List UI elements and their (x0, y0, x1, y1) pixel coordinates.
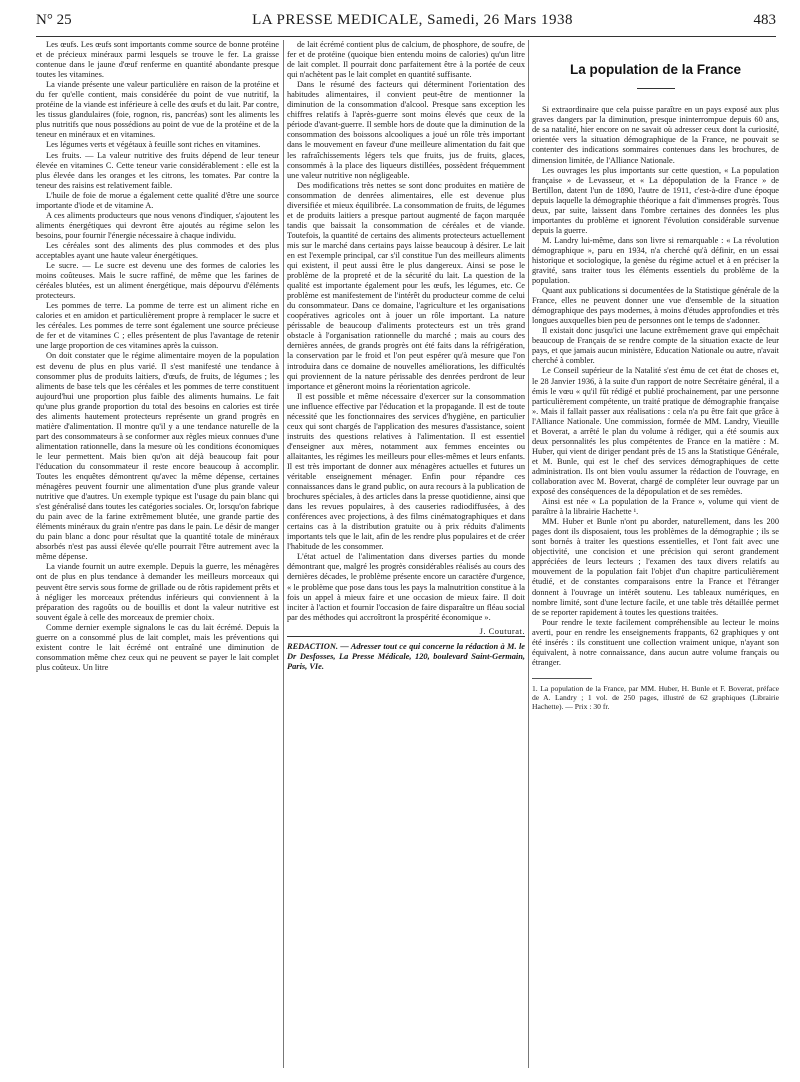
paragraph: M. Landry lui-même, dans son livre si remarquable : « La révolution démographique », paru en 1934, n'a cherché qu'à définir, en un essai historique et sociologique, la genèse du régime actuel et à en préciser la gravité, sans traiter tous les éléments essentiels du problème de la population. (532, 235, 779, 286)
paragraph: Pour rendre le texte facilement compréhensible au lecteur le moins averti, pour en rendre les enseignements frappants, 62 graphiques y ont été insérés : ils constituent une collection vraiment unique, n'ayant son équivalent, à notre connaissance, dans aucun autre volume français ou étranger. (532, 617, 779, 667)
page-header (36, 12, 776, 34)
header-rule (36, 36, 776, 37)
paragraph: Les céréales sont des aliments des plus commodes et des plus acceptables ayant une haute valeur énergétiques. (36, 240, 279, 260)
paragraph: Les pommes de terre. La pomme de terre est un aliment riche en calories et en amidon et particulièrement propre à remplacer le sucre et les céréales. Les pommes de terre sont également une source précieuse de fer et de vitamines C ; elles présentent de plus l'avantage de retenir une large proportion de ces vitamines après la cuisson. (36, 301, 279, 351)
paragraph: Le Conseil supérieur de la Natalité s'est ému de cet état de choses et, le 28 Janvier 1936, à la suite d'un rapport de notre Secrétaire général, il a émis le vœu « qu'il fût rédigé et publié prochainement, par une personne particulièrement compétente, un traité pratique de démographie française ». Mais il fallait passer aux réalisations : cela n'a pu être fait que grâce à l'Alliance Nationale. Une commission, formée de MM. Landry, Vieuille et Boverat, a arrêté le plan du volume à rédiger, qui a été soumis aux deux personnalités les plus compétentes de France en la matière : M. Huber, qui vient de diriger pendant près de 15 ans la Statistique Générale, et M. Bunle, qui est le chef des services démographiques de cette administration. Ils ont bien voulu assumer la rédaction de l'ouvrage, en collaboration avec M. Boverat, chargé de compléter leur ouvrage par un exposé des conséquences de la dépopulation et de ses remèdes. (532, 366, 779, 497)
paragraph: Comme dernier exemple signalons le cas du lait écrémé. Depuis la guerre on a consommé plus de lait complet, mais les préventions qui existent contre le lait écrémé ont entraîné une diminution de consommation même chez ceux qui ne peuvent se payer le lait complet plus coûteux. Un litre (36, 622, 279, 672)
paragraph: La viande fournit un autre exemple. Depuis la guerre, les ménagères ont de plus en plus tendance à demander les meilleurs morceaux qui peuvent être servis sous forme de grillade ou de rôtis rapidement prêts et à négliger les morceaux prétendus inférieurs qui conviennent à la préparation des ragoûts ou de bouillis et dont la valeur nutritive est souvent égale à celle des morceaux de premier choix. (36, 562, 279, 622)
issue-number: N° 25 (36, 12, 72, 28)
column-rule (283, 40, 284, 1068)
footnote: 1. La population de la France, par MM. Huber, H. Bunle et F. Boverat, préface de A. Landry ; 1 vol. de 250 pages, illustré de 62 graphiques (Librairie Hachette). — Prix : 30 fr. (532, 683, 779, 712)
paragraph: La viande présente une valeur particulière en raison de la protéine et du fer qu'elle contient, mais considérée du point de vue nutritif, la protéine de la viande est inférieure à celle des œufs et du lait. Par contre, les tissus glandulaires (foie, rognon, ris, pancréas) sont les aliments les plus nutritifs que nous possédions au point de vue de la protéine et de la teneur en minéraux et en vitamines. (36, 80, 279, 140)
paragraph: Les légumes verts et végétaux à feuille sont riches en vitamines. (46, 140, 261, 150)
paragraph: Ainsi est née « La population de la France », volume qui vient de paraître à la librairie Hachette ¹. (532, 497, 779, 517)
footnote-rule (532, 678, 592, 679)
paragraph: Dans le résumé des facteurs qui déterminent l'orientation des habitudes alimentaires, il convient peut-être de mentionner la diminution de la consommation d'alcool. Presque sans exception les chiffres relatifs à l'après-guerre sont moins élevés que ceux de la période d'avant-guerre. Il semble hors de doute que la diminution de la consommation des boissons alcooliques a joué un rôle très important dans le mouvement en faveur d'une meilleure alimentation du fait que les rafraîchissements légers tels que fruits, jus de fruits, glaces, consommés à la place des liqueurs distillées, possèdent fréquemment une valeur nutritive non négligeable. (287, 80, 525, 180)
paragraph: Les ouvrages les plus importants sur cette question, « La population française » de Levasseur, et « La dépopulation de la France » de Bertillon, datent l'un de 1890, l'autre de 1911, c'est-à-dire d'une époque depuis laquelle la démographie théorique a fait d'immenses progrès. Tous deux, par suite, laissent dans l'ombre certaines des données les plus importantes du problème et ignorent l'évolution considérable survenue depuis la guerre. (532, 165, 779, 235)
paragraph: MM. Huber et Bunle n'ont pu aborder, naturellement, dans les 200 pages dont ils disposaient, tous les problèmes de la démographie ; ils se sont bornés à traiter les questions essentielles, et l'ont fait avec une objectivité, une concision et une précision qui seront grandement appréciées de leurs lecteurs ; l'examen des taux divers relatifs au mouvement de la population fait l'objet d'un chapitre particulièrement étudié, et de constantes comparaisons entre la France et l'étranger donnent à l'ouvrage un intérêt soutenu. Les tableaux numériques, en nombre limité, sont d'une lecture facile, et une table très détaillée permet de se reporter rapidement à toutes les questions traitées. (532, 517, 779, 617)
title-rule (637, 88, 675, 89)
column-nutrition-continued (287, 40, 525, 1078)
column-population-article (532, 40, 779, 1078)
masthead: LA PRESSE MEDICALE, Samedi, 26 Mars 1938 (252, 12, 573, 28)
paragraph: de lait écrémé contient plus de calcium, de phosphore, de soufre, de fer et de protéine (quoique bien entendu moins de calories) qu'un litre de lait complet. Il pourrait donc parfaitement être à la portée de ceux qui n'achètent pas le lait complet en quantité suffisante. (287, 40, 525, 80)
paragraph: Si extraordinaire que cela puisse paraître en un pays exposé aux plus graves dangers par la diminution, presque ininterrompue depuis 60 ans, de sa natalité, hier encore on ne savait où adresser ceux dont la curiosité, orientée vers la situation démographique de la France, ne pouvait se contenter des indications sommaires contenues dans les brochures, de dimension limitée, de l'Alliance Nationale. (532, 105, 779, 165)
paragraph: Les fruits. — La valeur nutritive des fruits dépend de leur teneur élevée en vitamines C. Cette teneur varie considérablement : elle est la plus élevée dans les oranges et les citrons, les tomates. Par contre la teneur des raisins est relativement faible. (36, 150, 279, 190)
paragraph: Les œufs. Les œufs sont importants comme source de bonne protéine et de précieux minéraux parmi lesquels se trouve le fer. La graisse contenue dans le jaune d'œuf renferme en quantité abondante presque toutes les vitamines. (36, 40, 279, 80)
column-nutrition-text (36, 40, 279, 1025)
paragraph: Des modifications très nettes se sont donc produites en matière de consommation de denrées alimentaires, elle est devenue plus diversifiée et mieux équilibrée. La consommation de fruits, de légumes et de produits laitiers a presque partout augmenté de façon marquée tandis que baissait la consommation de céréales et de viande. Toutefois, la quantité de certains des aliments protecteurs actuellement mis sur le marché dans certains pays laisse beaucoup à désirer. Le lait en est l'exemple principal, car s'il constitue l'un des meilleurs aliments qui existent, il peut aussi être le plus dangereux. Ainsi se pose le problème de la propreté et de la sécurité du lait. La question de la qualité est importante également pour les œufs, les légumes, etc. Ce problème est manifestement de l'intérêt du producteur comme de celui du consommateur. Dans ce domaine, l'agriculture et les organisations coopératives agricoles ont à jouer un rôle important. La nature périssable de beaucoup d'aliments protecteurs est un très grand obstacle à l'organisation rationnelle du marché ; mais au cours des dernières années, de grands progrès ont été faits dans la réfrigération, la conservation par le froid et l'on peut espérer qu'à mesure que l'on introduira dans ce domaine de nouvelles améliorations, les difficultés qui proviennent de la nature périssable des denrées perdront de leur importance et gêneront moins la réorientation agricole. (287, 180, 525, 391)
paragraph: L'huile de foie de morue a également cette qualité d'être une source importante d'iode et de vitamine A. (36, 190, 279, 210)
paragraph: On doit constater que le régime alimentaire moyen de la population est devenu de plus en plus varié. Il s'est manifesté une tendance à consommer plus de produits laitiers, d'œufs, de fruits, de légumes ; les aliments de base tels que les céréales et les pommes de terre constituent aujourd'hui une proportion plus faible des aliments humains. Le fait qu'une plus grande proportion du total des besoins en calories est tirée des aliments hautement protecteurs représente un grand progrès en matière d'alimentation. Il montre qu'il y a une tendance naturelle de la part des consommateurs à se conformer aux règles mieux connues d'une alimentation rationnelle, dans la mesure où les conditions économiques le leur permettent. Mais bien qu'on ait déjà beaucoup fait pour l'éducation du consommateur il reste encore beaucoup à accomplir. Toutes les enquêtes démontrent qu'avec la même dépense, certaines ménagères peuvent fournir une alimentation d'une plus grande valeur nutritive que d'autres. Un exemple typique est l'usage du pain blanc qui s'est généralisé dans toutes les catégories sociales. Or, lorsqu'on fabrique du pain avec de la farine extrêmement blutée, une grande partie des éléments minéraux du grain n'entre pas dans le pain. Le désir de manger du pain blanc a donc pour résultat que la quantité totale de minéraux absorbés n'est pas aussi élevée qu'elle pourrait l'être autrement avec la même dépense. (36, 351, 279, 562)
paragraph: Quant aux publications si documentées de la Statistique générale de la France, elles ne peuvent donner une vue d'ensemble de la situation démographique des pays modernes, à moins d'études approfondies et très longues auxquelles bien peu de personnes ont le temps de s'adonner. (532, 286, 779, 326)
column-rule (528, 40, 529, 1068)
paragraph: Il existait donc jusqu'ici une lacune extrêmement grave qui empêchait beaucoup de Français de se rendre compte de la situation exacte de leur pays, et que jamais aucun ministère, Education Nationale ou autre, n'avait cherché à combler. (532, 326, 779, 366)
paragraph: Le sucre. — Le sucre est devenu une des formes de calories les moins coûteuses. Mais le sucre raffiné, de même que les farines de céréales blutées, est un aliment énergétique, mais dépourvu d'éléments protecteurs. (36, 261, 279, 301)
paragraph: A ces aliments producteurs que nous venons d'indiquer, s'ajoutent les aliments énergétiques qui devront être ajoutés au régime selon les besoins, pour fournir l'énergie nécessaire à chaque individu. (36, 210, 279, 240)
paragraph: Il est possible et même nécessaire d'exercer sur la consommation une influence effective par l'éducation et la propagande. Il est de toute nécessité que les fonctionnaires des services d'hygiène, en particulier ceux qui sont chargés de l'application des mesures d'assistance, soient instruits des questions relatives à l'alimentation. Il est essentiel d'enseigner aux mères, notamment aux femmes enceintes ou allaitantes, les régimes les meilleurs pour elles-mêmes et leurs enfants. Il est très important de donner aux ménagères actuelles et futures un véritable enseignement ménager. Enfin pour répandre ces connaissances dans le grand public, on aura recours à la publication de brochures spéciales, à des articles dans la presse quotidienne, ainsi que dans les revues populaires, à des causeries radiodiffusées, à des conférences avec projections, à des films cinématographiques et dans certains cas à la distribution gratuite ou à prix réduits d'aliments importants tels que le lait, afin de les rendre plus populaires et de créer l'habitude de les consommer. (287, 391, 525, 552)
article-title: La population de la France (569, 62, 742, 77)
page-number: 483 (753, 12, 776, 28)
redaction-note: REDACTION. — Adresser tout ce qui concerne la rédaction à M. le Dr Desfosses, La Presse Médicale, 120, boulevard Saint-Germain, Paris, VIe. (287, 636, 525, 672)
author-signature: J. Couturat. (479, 625, 525, 636)
paragraph: L'état actuel de l'alimentation dans diverses parties du monde démontrant que, malgré les progrès considérables réalisés au cours des dernières décades, le problème présente encore un caractère d'urgence, « le problème que pose dans tous les pays la malnutrition constitue à la fois un appel à mieux faire et une occasion de mieux faire. Il doit inciter à l'action et fournir l'occasion de faire disparaître un fléau social par des méthodes qui accroîtront la prospérité économique ». (287, 552, 525, 622)
